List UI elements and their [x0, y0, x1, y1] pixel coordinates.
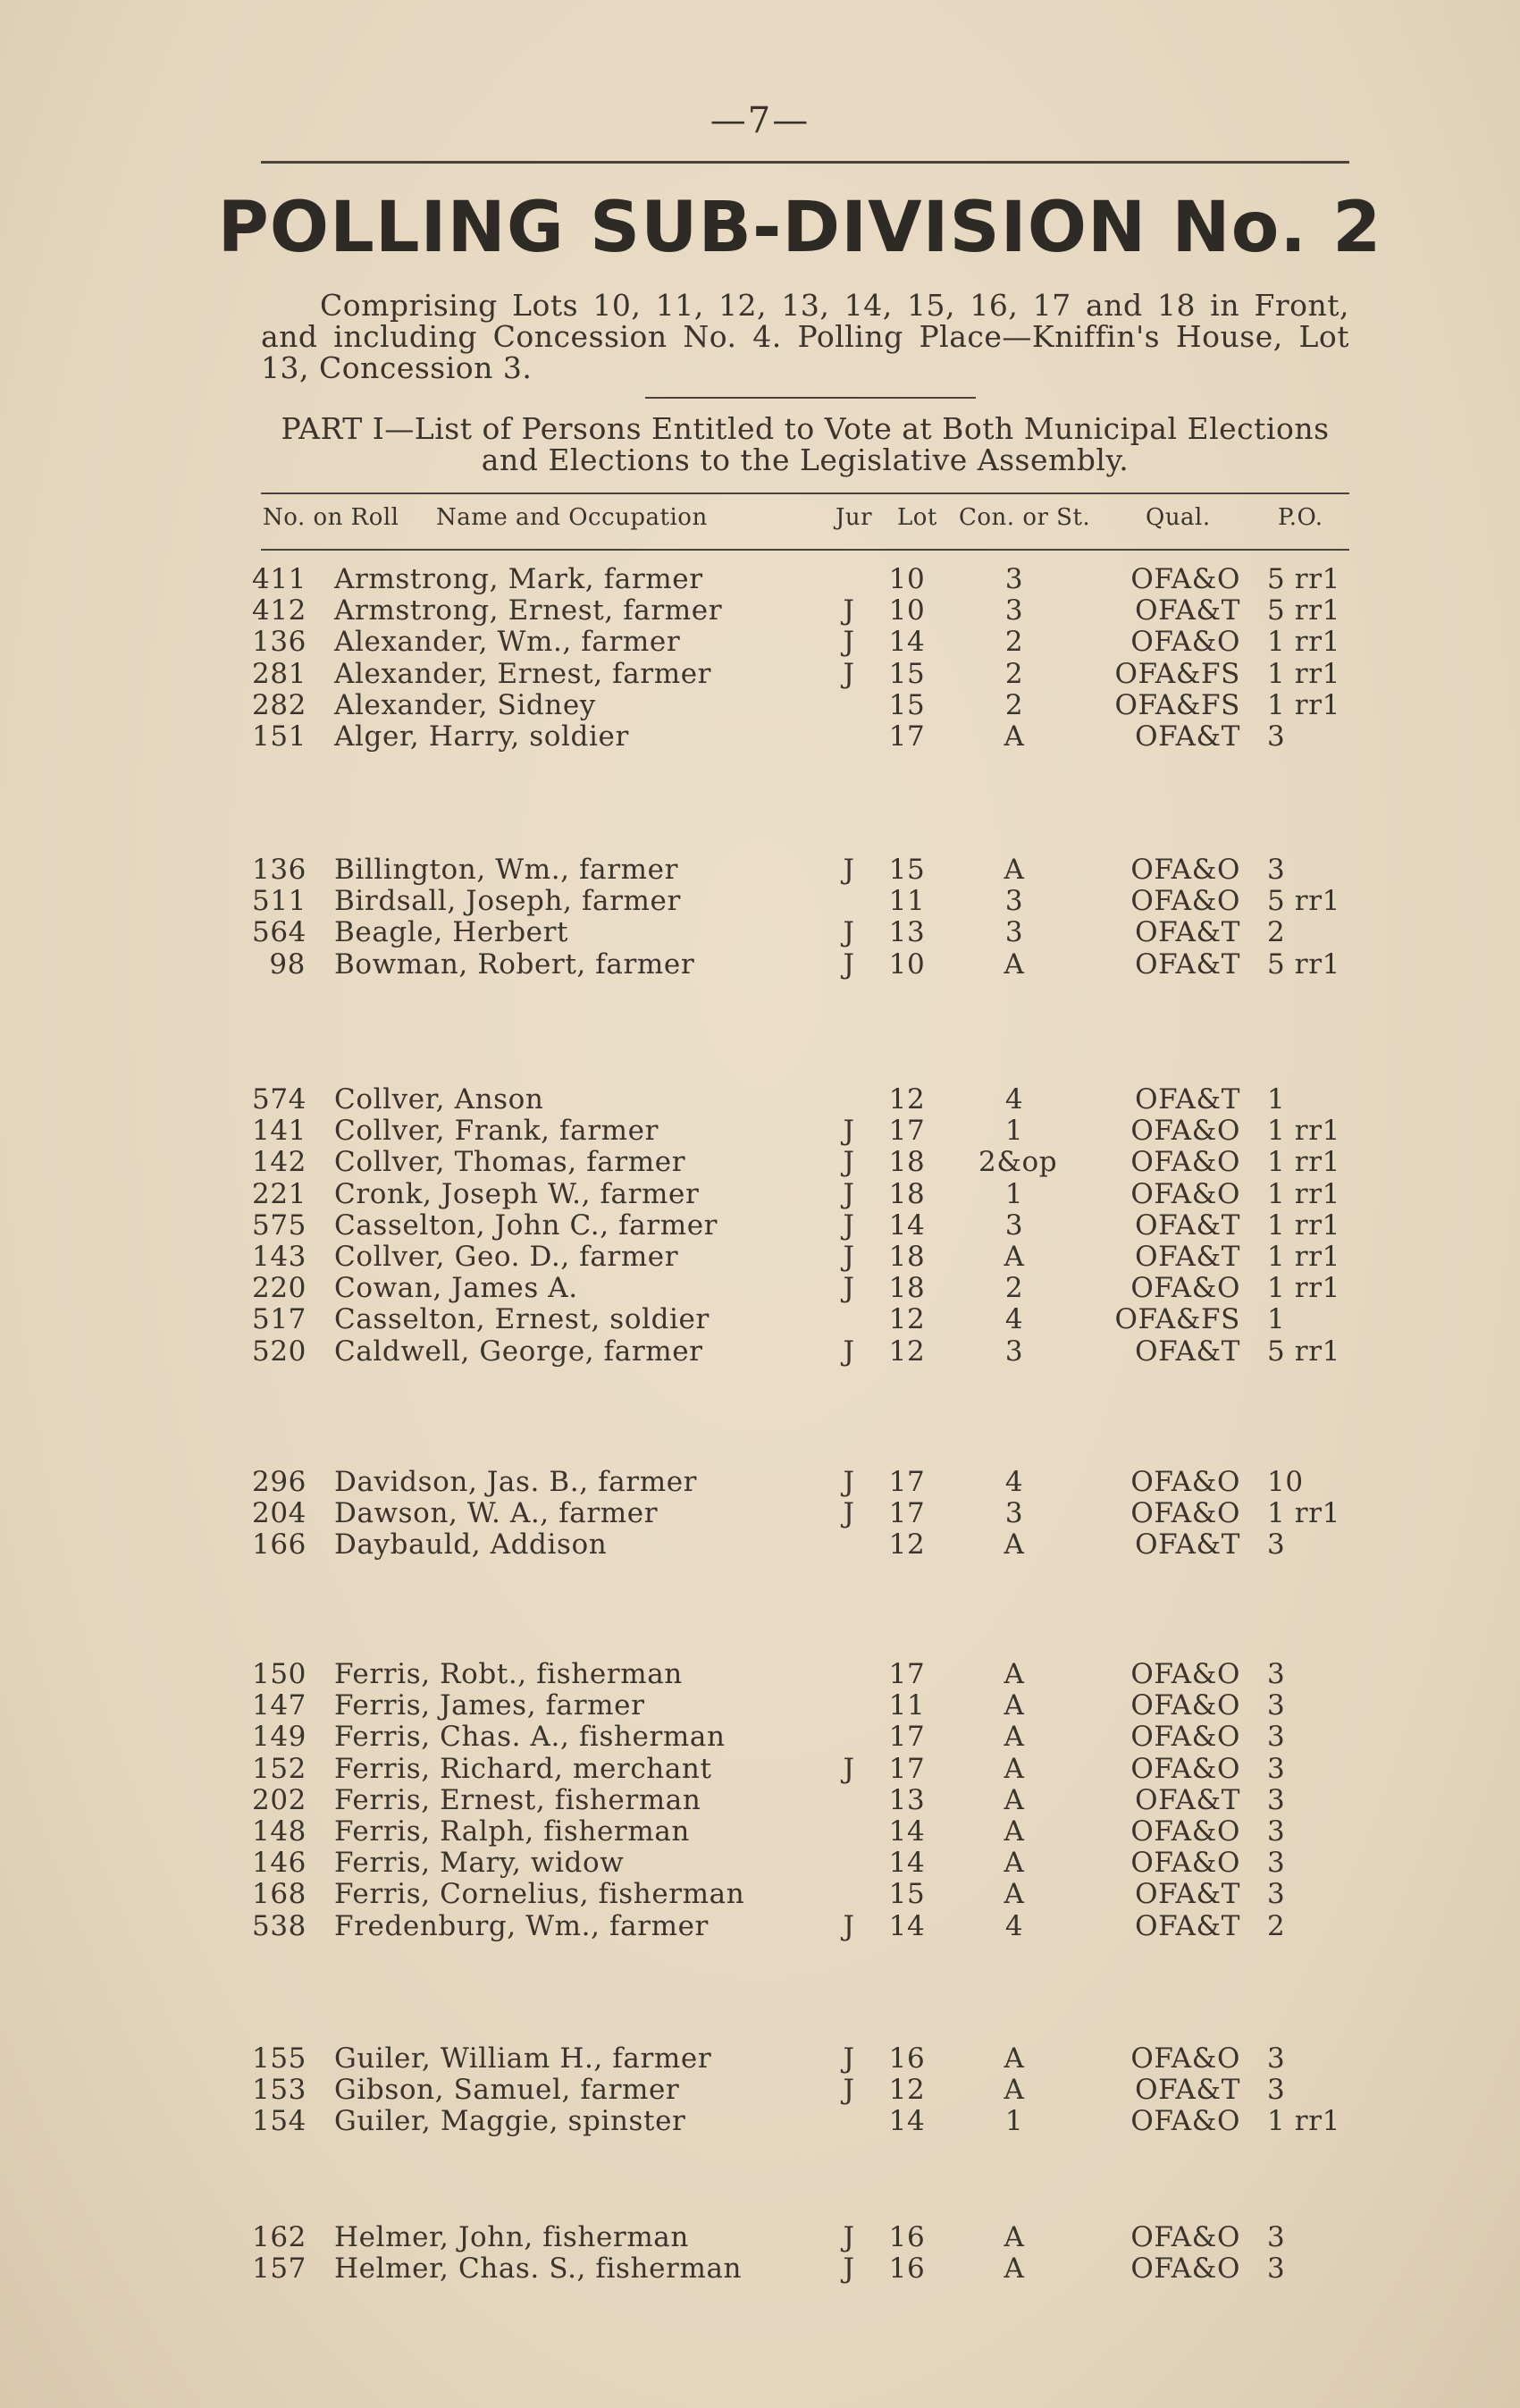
voter-con: A — [1004, 2252, 1025, 2286]
voter-name: Casselton, Ernest, soldier — [334, 1303, 710, 1336]
voter-row — [0, 1497, 1520, 1529]
voter-name: Alexander, Ernest, farmer — [334, 657, 712, 690]
voter-qual: OFA&O — [1130, 1847, 1240, 1880]
voter-po: 1 rr1 — [1267, 1146, 1340, 1179]
voter-po: 1 rr1 — [1267, 1177, 1340, 1210]
voter-lot: 18 — [888, 1272, 926, 1305]
voter-lot: 11 — [888, 1689, 926, 1722]
voter-no: 162 — [252, 2221, 307, 2253]
voter-po: 1 rr1 — [1267, 1115, 1340, 1148]
voter-row — [0, 563, 1520, 595]
voter-con: A — [1004, 2074, 1025, 2107]
voter-con: 2&op — [978, 1146, 1058, 1179]
voter-no: 221 — [252, 1177, 307, 1210]
voter-con: A — [1004, 854, 1025, 886]
voter-con: 3 — [1004, 1335, 1024, 1368]
voter-name: Helmer, John, fisherman — [334, 2221, 689, 2253]
voter-name: Ferris, James, farmer — [334, 1689, 645, 1722]
voter-qual: OFA&O — [1130, 2252, 1240, 2286]
voter-lot: 18 — [888, 1177, 926, 1210]
voter-lot: 13 — [888, 1783, 926, 1816]
voter-name: Alexander, Wm., farmer — [334, 626, 681, 659]
voter-qual: OFA&O — [1130, 1815, 1240, 1848]
voter-con: 4 — [1004, 1466, 1024, 1498]
voter-lot: 17 — [888, 1752, 926, 1785]
voter-qual: OFA&FS — [1114, 657, 1240, 690]
voter-jur: J — [843, 1335, 855, 1368]
voter-lot: 18 — [888, 1146, 926, 1179]
voter-po: 1 rr1 — [1267, 1241, 1340, 1273]
voter-name: Cronk, Joseph W., farmer — [334, 1177, 700, 1210]
voter-row — [0, 658, 1520, 690]
voter-lot: 14 — [888, 626, 926, 659]
voter-no: 147 — [252, 1689, 307, 1722]
voter-lot: 14 — [888, 1847, 926, 1880]
voter-no: 296 — [252, 1466, 307, 1498]
col-header-lot: Lot — [897, 504, 937, 531]
col-header-con: Con. or St. — [959, 504, 1091, 531]
top-rule — [261, 161, 1349, 164]
voter-name: Helmer, Chas. S., fisherman — [334, 2252, 743, 2286]
voter-qual: OFA&T — [1135, 1241, 1240, 1273]
voter-po: 3 — [1267, 1721, 1286, 1754]
header-top-rule — [261, 493, 1349, 494]
voter-name: Collver, Thomas, farmer — [334, 1146, 686, 1179]
voter-name: Daybauld, Addison — [334, 1528, 608, 1562]
voter-name: Cowan, James A. — [334, 1272, 578, 1305]
header-bottom-rule — [261, 549, 1349, 551]
voter-no: 142 — [252, 1146, 307, 1179]
voter-con: 3 — [1004, 1208, 1024, 1242]
voter-row — [0, 1115, 1520, 1147]
voter-no: 143 — [252, 1241, 307, 1273]
voter-row — [0, 1272, 1520, 1304]
col-header-po: P.O. — [1278, 504, 1323, 531]
voter-jur: J — [843, 916, 855, 949]
voter-con: A — [1004, 1878, 1025, 1911]
voter-po: 3 — [1267, 1878, 1286, 1911]
voter-jur: J — [843, 657, 855, 690]
voter-qual: OFA&O — [1130, 563, 1240, 595]
voter-lot: 18 — [888, 1241, 926, 1273]
voter-po: 3 — [1267, 2074, 1286, 2107]
voter-row — [0, 2042, 1520, 2075]
voter-name: Davidson, Jas. B., farmer — [334, 1466, 698, 1498]
voter-row — [0, 1689, 1520, 1722]
voter-row — [0, 2252, 1520, 2285]
voter-jur: J — [843, 1497, 855, 1530]
voter-jur: J — [843, 594, 855, 627]
voter-name: Guiler, William H., farmer — [334, 2042, 712, 2075]
voter-po: 1 rr1 — [1267, 688, 1340, 721]
voter-po: 3 — [1267, 1689, 1286, 1722]
voter-no: 146 — [252, 1847, 307, 1880]
voter-qual: OFA&T — [1135, 720, 1240, 753]
voter-lot: 12 — [888, 1303, 926, 1336]
voter-con: 2 — [1004, 688, 1024, 721]
voter-row — [0, 1146, 1520, 1178]
voter-po: 3 — [1267, 2252, 1286, 2286]
voter-no: 511 — [252, 885, 307, 918]
voter-no: 157 — [252, 2252, 307, 2286]
voter-con: 2 — [1004, 657, 1024, 690]
voter-name: Ferris, Ernest, fisherman — [334, 1783, 701, 1816]
voter-name: Gibson, Samuel, farmer — [334, 2074, 680, 2107]
voter-po: 3 — [1267, 1847, 1286, 1880]
voter-no: 520 — [252, 1335, 307, 1368]
voter-row — [0, 1784, 1520, 1816]
voter-jur: J — [843, 626, 855, 659]
voter-name: Dawson, W. A., farmer — [334, 1497, 659, 1530]
voter-qual: OFA&T — [1135, 916, 1240, 949]
voter-lot: 17 — [888, 1658, 926, 1690]
voter-lot: 17 — [888, 1497, 926, 1530]
voter-row — [0, 2221, 1520, 2253]
voter-lot: 10 — [888, 563, 926, 595]
voter-no: 152 — [252, 1752, 307, 1785]
voter-qual: OFA&O — [1130, 2105, 1240, 2138]
voter-po: 2 — [1267, 916, 1286, 949]
voter-qual: OFA&O — [1130, 2221, 1240, 2253]
voter-po: 3 — [1267, 1815, 1286, 1848]
voter-jur: J — [843, 1752, 855, 1785]
voter-qual: OFA&O — [1130, 2042, 1240, 2075]
voter-qual: OFA&O — [1130, 1146, 1240, 1179]
voter-name: Ferris, Chas. A., fisherman — [334, 1721, 726, 1754]
col-header-qual: Qual. — [1146, 504, 1211, 531]
voter-qual: OFA&T — [1135, 1528, 1240, 1562]
voter-name: Armstrong, Mark, farmer — [334, 563, 703, 595]
voter-row — [0, 885, 1520, 917]
voter-qual: OFA&FS — [1114, 1303, 1240, 1336]
voter-no: 411 — [252, 563, 307, 595]
voter-jur: J — [843, 2221, 855, 2253]
voter-name: Beagle, Herbert — [334, 916, 569, 949]
voter-no: 136 — [252, 854, 307, 886]
voter-qual: OFA&O — [1130, 1177, 1240, 1210]
voter-lot: 17 — [888, 1115, 926, 1148]
voter-po: 1 rr1 — [1267, 657, 1340, 690]
voter-row — [0, 1241, 1520, 1273]
voter-row — [0, 916, 1520, 948]
page-number: —7— — [710, 100, 810, 141]
voter-con: A — [1004, 1783, 1025, 1816]
voter-qual: OFA&O — [1130, 1658, 1240, 1690]
page-title: POLLING SUB-DIVISION No. 2 — [217, 188, 1382, 268]
voter-name: Birdsall, Joseph, farmer — [334, 885, 681, 918]
voter-name: Guiler, Maggie, spinster — [334, 2105, 686, 2138]
voter-lot: 15 — [888, 657, 926, 690]
voter-qual: OFA&T — [1135, 947, 1240, 981]
voter-po: 3 — [1267, 854, 1286, 886]
voter-jur: J — [843, 947, 855, 981]
voter-no: 149 — [252, 1721, 307, 1754]
voter-no: 574 — [252, 1083, 307, 1116]
voter-jur: J — [843, 2074, 855, 2107]
voter-po: 3 — [1267, 2042, 1286, 2075]
voter-lot: 14 — [888, 1909, 926, 1942]
voter-con: 2 — [1004, 1272, 1024, 1305]
voter-con: 3 — [1004, 885, 1024, 918]
voter-con: A — [1004, 1528, 1025, 1562]
voter-qual: OFA&O — [1130, 885, 1240, 918]
voter-row — [0, 1721, 1520, 1753]
voter-jur: J — [843, 854, 855, 886]
voter-no: 575 — [252, 1208, 307, 1242]
voter-jur: J — [843, 1177, 855, 1210]
voter-con: 4 — [1004, 1909, 1024, 1942]
voter-name: Caldwell, George, farmer — [334, 1335, 703, 1368]
voter-name: Collver, Geo. D., farmer — [334, 1241, 679, 1273]
voter-lot: 13 — [888, 916, 926, 949]
voter-no: 282 — [252, 688, 307, 721]
voter-row — [0, 1910, 1520, 1942]
voter-lot: 12 — [888, 1335, 926, 1368]
voter-row — [0, 1209, 1520, 1242]
voter-po: 1 — [1267, 1083, 1286, 1116]
voter-po: 1 — [1267, 1303, 1286, 1336]
voter-po: 3 — [1267, 1752, 1286, 1785]
voter-name: Bowman, Robert, farmer — [334, 947, 695, 981]
voter-lot: 10 — [888, 594, 926, 627]
voter-name: Alger, Harry, soldier — [334, 720, 629, 753]
voter-jur: J — [843, 1146, 855, 1179]
voter-jur: J — [843, 1241, 855, 1273]
voter-no: 155 — [252, 2042, 307, 2075]
voter-lot: 10 — [888, 947, 926, 981]
voter-po: 3 — [1267, 1528, 1286, 1562]
voter-jur: J — [843, 2042, 855, 2075]
section-divider — [645, 397, 976, 399]
voter-no: 150 — [252, 1658, 307, 1690]
voter-po: 5 rr1 — [1267, 1335, 1340, 1368]
voter-lot: 14 — [888, 1815, 926, 1848]
voter-no: 564 — [252, 916, 307, 949]
voter-name: Ferris, Ralph, fisherman — [334, 1815, 690, 1848]
col-header-name: Name and Occupation — [436, 504, 708, 531]
voter-lot: 16 — [888, 2042, 926, 2075]
voter-jur: J — [843, 1909, 855, 1942]
voter-con: A — [1004, 2221, 1025, 2253]
voter-no: 204 — [252, 1497, 307, 1530]
voter-con: A — [1004, 1847, 1025, 1880]
voter-po: 1 rr1 — [1267, 2105, 1340, 2138]
voter-row — [0, 689, 1520, 721]
voter-lot: 17 — [888, 720, 926, 753]
voter-lot: 12 — [888, 1083, 926, 1116]
voter-qual: OFA&O — [1130, 1115, 1240, 1148]
voter-con: A — [1004, 1658, 1025, 1690]
voter-po: 3 — [1267, 720, 1286, 753]
voter-qual: OFA&T — [1135, 1783, 1240, 1816]
voter-po: 5 rr1 — [1267, 885, 1340, 918]
voter-row — [0, 1083, 1520, 1116]
voter-row — [0, 1658, 1520, 1690]
voter-lot: 12 — [888, 2074, 926, 2107]
voter-row — [0, 1528, 1520, 1561]
voter-con: 1 — [1004, 2105, 1024, 2138]
voter-no: 148 — [252, 1815, 307, 1848]
voter-qual: OFA&O — [1130, 1752, 1240, 1785]
voter-lot: 14 — [888, 2105, 926, 2138]
voter-qual: OFA&O — [1130, 1272, 1240, 1305]
voter-con: 3 — [1004, 563, 1024, 595]
voter-name: Billington, Wm., farmer — [334, 854, 678, 886]
voter-lot: 15 — [888, 854, 926, 886]
voter-jur: J — [843, 2252, 855, 2286]
voter-no: 141 — [252, 1115, 307, 1148]
voter-po: 5 rr1 — [1267, 947, 1340, 981]
voter-po: 2 — [1267, 1909, 1286, 1942]
voter-lot: 16 — [888, 2252, 926, 2286]
voter-no: 220 — [252, 1272, 307, 1305]
voter-con: A — [1004, 1752, 1025, 1785]
voter-name: Ferris, Robt., fisherman — [334, 1658, 683, 1690]
voter-con: 3 — [1004, 916, 1024, 949]
voter-qual: OFA&O — [1130, 1466, 1240, 1498]
voter-name: Armstrong, Ernest, farmer — [334, 594, 723, 627]
voter-po: 5 rr1 — [1267, 594, 1340, 627]
voter-qual: OFA&T — [1135, 594, 1240, 627]
voter-jur: J — [843, 1466, 855, 1498]
voter-qual: OFA&T — [1135, 1335, 1240, 1368]
voter-row — [0, 1303, 1520, 1335]
voter-con: 3 — [1004, 1497, 1024, 1530]
voter-jur: J — [843, 1208, 855, 1242]
voter-lot: 14 — [888, 1208, 926, 1242]
voter-name: Casselton, John C., farmer — [334, 1208, 718, 1242]
voter-qual: OFA&O — [1130, 626, 1240, 659]
voter-no: 168 — [252, 1878, 307, 1911]
voter-qual: OFA&O — [1130, 854, 1240, 886]
voter-row — [0, 1815, 1520, 1848]
voter-con: 1 — [1004, 1177, 1024, 1210]
voter-no: 136 — [252, 626, 307, 659]
voter-con: A — [1004, 1815, 1025, 1848]
voter-no: 153 — [252, 2074, 307, 2107]
voter-name: Ferris, Mary, widow — [334, 1847, 625, 1880]
voter-no: 154 — [252, 2105, 307, 2138]
voter-po: 3 — [1267, 2221, 1286, 2253]
voter-jur: J — [843, 1272, 855, 1305]
voter-con: 3 — [1004, 594, 1024, 627]
voter-qual: OFA&T — [1135, 1878, 1240, 1911]
voter-no: 202 — [252, 1783, 307, 1816]
voter-name: Collver, Anson — [334, 1083, 544, 1116]
voter-name: Ferris, Cornelius, fisherman — [334, 1878, 745, 1911]
voter-lot: 11 — [888, 885, 926, 918]
voter-qual: OFA&FS — [1114, 688, 1240, 721]
voter-row — [0, 594, 1520, 627]
voter-lot: 17 — [888, 1466, 926, 1498]
voter-con: 4 — [1004, 1303, 1024, 1336]
voter-po: 1 rr1 — [1267, 626, 1340, 659]
voter-qual: OFA&T — [1135, 1083, 1240, 1116]
voter-qual: OFA&O — [1130, 1721, 1240, 1754]
voter-lot: 16 — [888, 2221, 926, 2253]
voter-no: 166 — [252, 1528, 307, 1562]
voter-lot: 12 — [888, 1528, 926, 1562]
voter-no: 538 — [252, 1909, 307, 1942]
voter-po: 1 rr1 — [1267, 1497, 1340, 1530]
voter-row — [0, 2105, 1520, 2137]
voter-po: 10 — [1267, 1466, 1304, 1498]
voter-jur: J — [843, 1115, 855, 1148]
voter-lot: 15 — [888, 688, 926, 721]
voter-row — [0, 1878, 1520, 1910]
voter-row — [0, 2074, 1520, 2106]
voter-row — [0, 720, 1520, 753]
voter-no: 151 — [252, 720, 307, 753]
voter-con: 1 — [1004, 1115, 1024, 1148]
voter-row — [0, 1847, 1520, 1879]
voter-qual: OFA&T — [1135, 1909, 1240, 1942]
voter-qual: OFA&O — [1130, 1689, 1240, 1722]
voter-po: 3 — [1267, 1658, 1286, 1690]
voter-lot: 15 — [888, 1878, 926, 1911]
part-heading: PART I—List of Persons Entitled to Vote at Both Municipal Elections and Elections to the Legislative Assembly. — [281, 411, 1330, 477]
voter-con: A — [1004, 1689, 1025, 1722]
voter-row — [0, 626, 1520, 658]
voter-qual: OFA&T — [1135, 2074, 1240, 2107]
voter-name: Fredenburg, Wm., farmer — [334, 1909, 709, 1942]
voter-name: Collver, Frank, farmer — [334, 1115, 659, 1148]
voter-no: 281 — [252, 657, 307, 690]
voter-con: 4 — [1004, 1083, 1024, 1116]
voter-name: Alexander, Sidney — [334, 688, 596, 721]
voter-row — [0, 1466, 1520, 1498]
voter-no: 517 — [252, 1303, 307, 1336]
voter-po: 5 rr1 — [1267, 563, 1340, 595]
col-header-no: No. on Roll — [263, 504, 399, 531]
col-header-jur: Jur — [836, 504, 873, 531]
voter-con: A — [1004, 2042, 1025, 2075]
voter-name: Ferris, Richard, merchant — [334, 1752, 712, 1785]
voter-po: 1 rr1 — [1267, 1272, 1340, 1305]
voter-lot: 17 — [888, 1721, 926, 1754]
voter-row — [0, 948, 1520, 981]
voter-qual: OFA&T — [1135, 1208, 1240, 1242]
voter-row — [0, 1335, 1520, 1368]
voter-no: 98 — [269, 947, 306, 981]
voter-row — [0, 1178, 1520, 1210]
voter-con: 2 — [1004, 626, 1024, 659]
voter-row — [0, 1753, 1520, 1785]
subdivision-description: Comprising Lots 10, 11, 12, 13, 14, 15, 16, 17 and 18 in Front, and including Concession No. 4. Polling Place—Kniffin's House, Lot 13, Concession 3. — [261, 288, 1349, 385]
voter-con: A — [1004, 720, 1025, 753]
voter-con: A — [1004, 947, 1025, 981]
voter-qual: OFA&O — [1130, 1497, 1240, 1530]
voter-con: A — [1004, 1241, 1025, 1273]
voter-no: 412 — [252, 594, 307, 627]
voter-row — [0, 854, 1520, 886]
voter-con: A — [1004, 1721, 1025, 1754]
voter-po: 1 rr1 — [1267, 1208, 1340, 1242]
voter-po: 3 — [1267, 1783, 1286, 1816]
